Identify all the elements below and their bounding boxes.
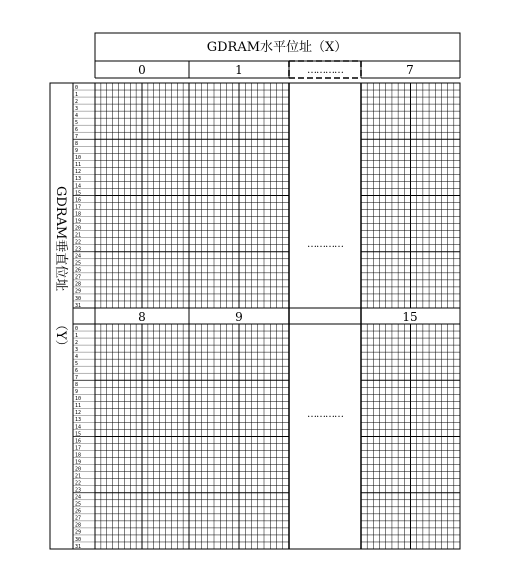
column-label-0: 0 — [138, 63, 146, 77]
row-label: 15 — [75, 431, 82, 438]
row-label: 0 — [75, 84, 79, 91]
row-label: 1 — [75, 332, 79, 339]
row-label: 6 — [75, 127, 79, 134]
row-label: 20 — [75, 225, 82, 232]
row-label: 21 — [75, 232, 82, 239]
row-label: 8 — [75, 141, 79, 148]
row-label: 12 — [75, 410, 82, 417]
grid-bank-top — [95, 83, 460, 308]
row-label: 3 — [75, 346, 79, 353]
row-label: 7 — [75, 375, 79, 382]
row-label: 29 — [75, 529, 82, 536]
row-label: 23 — [75, 246, 82, 253]
row-label: 1 — [75, 91, 79, 98]
row-label: 16 — [75, 197, 82, 204]
row-label: 14 — [75, 183, 82, 190]
row-label: 18 — [75, 452, 82, 459]
ellipsis-top-bank: ………… — [307, 239, 343, 250]
row-label: 25 — [75, 260, 82, 267]
column-label-9: 9 — [235, 310, 243, 324]
row-label: 31 — [75, 543, 82, 550]
grid-bank-bottom — [95, 324, 460, 549]
row-label: 2 — [75, 98, 79, 105]
row-label: 10 — [75, 396, 82, 403]
row-label: 10 — [75, 155, 82, 162]
row-label: 26 — [75, 508, 82, 515]
row-label: 24 — [75, 494, 82, 501]
row-label: 12 — [75, 169, 82, 176]
row-label: 22 — [75, 239, 82, 246]
row-label: 31 — [75, 302, 82, 309]
column-label-1: 1 — [235, 63, 243, 77]
row-label: 6 — [75, 368, 79, 375]
row-label: 21 — [75, 473, 82, 480]
row-label: 13 — [75, 176, 82, 183]
row-label: 9 — [75, 148, 79, 155]
vertical-address-label — [53, 186, 69, 353]
side-frame — [50, 83, 460, 549]
row-label: 11 — [75, 403, 82, 410]
row-label: 7 — [75, 134, 79, 141]
row-label: 15 — [75, 190, 82, 197]
row-label: 18 — [75, 211, 82, 218]
row-label: 3 — [75, 105, 79, 112]
row-label: 28 — [75, 281, 82, 288]
row-label: 26 — [75, 267, 82, 274]
row-label: 27 — [75, 515, 82, 522]
row-number-column — [73, 83, 95, 550]
ellipsis-bottom-bank: ………… — [307, 409, 343, 420]
row-label: 4 — [75, 353, 79, 360]
row-label: 30 — [75, 536, 82, 543]
row-label: 24 — [75, 253, 82, 260]
row-label: 11 — [75, 162, 82, 169]
row-label: 25 — [75, 501, 82, 508]
row-label: 9 — [75, 389, 79, 396]
row-label: 2 — [75, 339, 79, 346]
row-label: 29 — [75, 288, 82, 295]
row-label: 23 — [75, 487, 82, 494]
row-label: 30 — [75, 295, 82, 302]
vertical-address-axis: （Y） — [53, 318, 68, 353]
row-label: 19 — [75, 218, 82, 225]
horizontal-address-title: GDRAM水平位址（X） — [206, 40, 348, 55]
row-label: 19 — [75, 459, 82, 466]
row-label: 14 — [75, 424, 82, 431]
row-label: 27 — [75, 274, 82, 281]
row-label: 13 — [75, 417, 82, 424]
column-label-8: 8 — [138, 310, 146, 324]
column-label-ellipsis: ………… — [307, 65, 343, 76]
vertical-address-title: GDRAM垂直位址 — [53, 186, 68, 292]
row-label: 16 — [75, 438, 82, 445]
row-label: 17 — [75, 204, 82, 211]
row-label: 4 — [75, 112, 79, 119]
row-label: 28 — [75, 522, 82, 529]
column-label-7: 7 — [406, 63, 414, 77]
row-label: 0 — [75, 325, 79, 332]
row-label: 8 — [75, 382, 79, 389]
row-label: 5 — [75, 119, 79, 126]
row-label: 22 — [75, 480, 82, 487]
row-label: 17 — [75, 445, 82, 452]
column-label-15: 15 — [402, 310, 418, 324]
row-label: 20 — [75, 466, 82, 473]
skipped-columns-region — [289, 83, 361, 549]
row-label: 5 — [75, 360, 79, 367]
